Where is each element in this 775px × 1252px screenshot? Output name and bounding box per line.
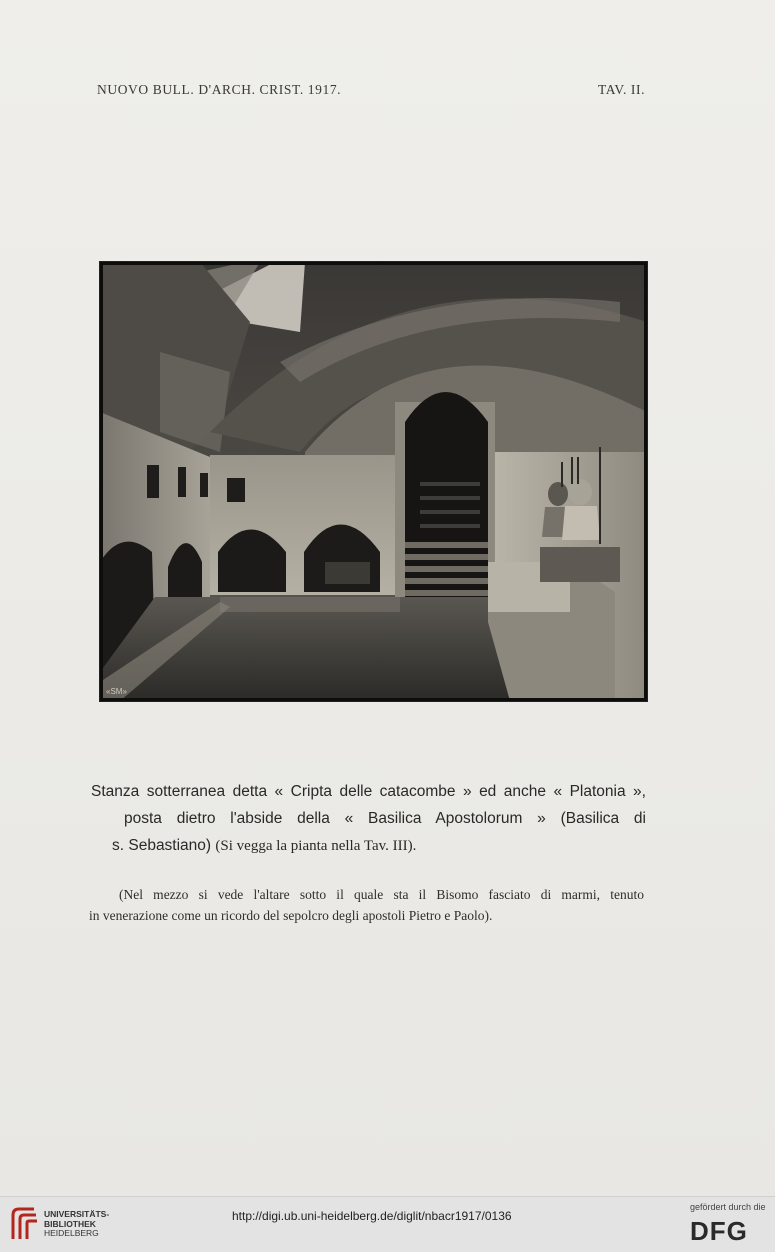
plate-note: [89, 884, 644, 926]
plate-caption: [91, 778, 646, 860]
library-name-line-2: BIBLIOTHEK: [44, 1218, 96, 1229]
note-line-2: in venerazione come un ricordo del sepolcro degli apostoli Pietro e Paolo).: [89, 908, 493, 923]
running-head-plate-number: TAV. II.: [598, 82, 646, 97]
caption-line-3: [91, 832, 646, 860]
caption-line-1: Stanza sotterranea detta « Cripta delle catacombe » ed anche « Platonia »,: [91, 783, 646, 800]
digitization-footer: [0, 1196, 775, 1252]
photographer-signature: «SM»: [106, 687, 127, 696]
university-library-name: [44, 1210, 109, 1239]
note-line-1: (Nel mezzo si vede l'altare sotto il quale sta il Bisomo fasciato di marmi, tenuto: [119, 887, 644, 902]
caption-line-3-reference: (Si vegga la pianta nella Tav. III).: [215, 838, 417, 854]
dfg-logo: DFG: [690, 1216, 748, 1246]
library-name-line-3: HEIDELBERG: [44, 1228, 99, 1238]
crypt-photograph: [99, 261, 648, 702]
digital-copy-link[interactable]: http://digi.ub.uni-heidelberg.de/diglit/nbacr1917/0136: [232, 1209, 512, 1223]
university-library-logo-icon: [10, 1205, 40, 1243]
crypt-photograph-drawing: [100, 262, 647, 701]
running-head-journal: NUOVO BULL. D'ARCH. CRIST. 1917.: [97, 82, 342, 97]
caption-line-3-sans: s. Sebastiano): [112, 837, 212, 854]
funder-caption: gefördert durch die: [690, 1202, 766, 1212]
caption-line-2: posta dietro l'abside della « Basilica Apostolorum » (Basilica di: [124, 810, 646, 827]
library-name-line-1: UNIVERSITÄTS-: [44, 1209, 110, 1219]
